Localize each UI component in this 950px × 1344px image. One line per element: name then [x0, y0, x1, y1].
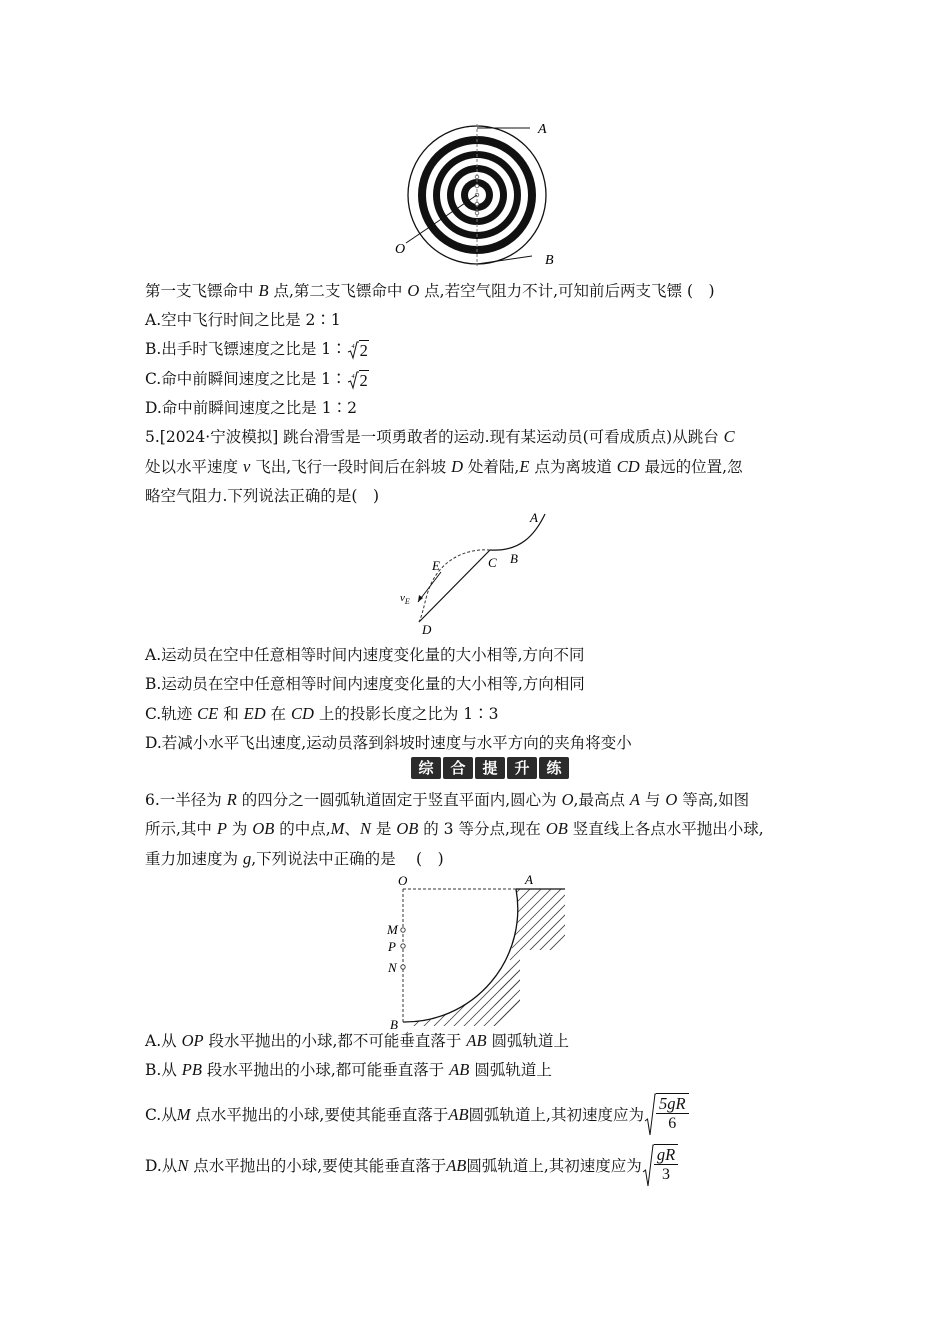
label-e: E [432, 558, 440, 573]
q6-stem-line1: 6.一半径为 R 的四分之一圆弧轨道固定于竖直平面内,圆心为 O,最高点 A 与 O 等高,如图 [145, 790, 750, 809]
q5-stem-line2: 处以水平速度 v 飞出,飞行一段时间后在斜坡 D 处着陆,E 点为离坡道 CD 最远的位置,忽 [145, 457, 743, 476]
banner-char: 综 [411, 757, 441, 779]
q5-stem-line1: 5.[2024·宁波模拟] 跳台滑雪是一项勇敢者的运动.现有某运动员(可看成质点)从跳台 C [145, 427, 735, 446]
label-p: P [388, 939, 396, 954]
svg-text:4: 4 [351, 343, 355, 350]
dartboard-figure [395, 118, 565, 270]
label-a: A [525, 872, 533, 887]
q5-stem-line3: 略空气阻力.下列说法正确的是( ) [145, 487, 380, 505]
banner-char: 提 [475, 757, 505, 779]
label-b: B [510, 551, 518, 566]
q6-option-d[interactable]: D.从 N 点水平抛出的小球,要使其能垂直落于 AB 圆弧轨道上,其初速度应为 $\frac{gR}{3}$ [145, 1143, 678, 1189]
label-m: M [387, 922, 398, 937]
root-sign: 4 2 [347, 340, 369, 361]
quarter-arc-figure [383, 870, 568, 1035]
q6-stem-line2: 所示,其中 P 为 OB 的中点,M、N 是 OB 的 3 等分点,现在 OB 竖直线上各点水平抛出小球, [145, 819, 764, 838]
q6-option-b[interactable]: B.从 PB 段水平抛出的小球,都可能垂直落于 AB 圆弧轨道上 [145, 1060, 552, 1079]
q5-option-b[interactable]: B.运动员在空中任意相等时间内速度变化量的大小相等,方向相同 [145, 675, 585, 693]
banner-char: 升 [507, 757, 537, 779]
q4-option-b[interactable]: B.出手时飞镖速度之比是 1∶ 4 2 [145, 340, 368, 360]
fraction: $\frac{5gR}{6}$ [656, 1093, 689, 1137]
label-b: B [545, 253, 554, 268]
svg-text:4: 4 [351, 373, 355, 380]
sqrt-sign [642, 1144, 678, 1188]
banner-char: 合 [443, 757, 473, 779]
q5-option-c[interactable]: C.轨迹 CE 和 ED 在 CD 上的投影长度之比为 1∶3 [145, 704, 499, 723]
q4-stem: 第一支飞镖命中 B 点,第二支飞镖命中 O 点,若空气阻力不计,可知前后两支飞镖 ( ) [145, 281, 715, 300]
root-sign: 4 2 [347, 370, 369, 391]
label-n: N [388, 960, 397, 975]
label-o: O [395, 242, 406, 257]
q5-option-d[interactable]: D.若减小水平飞出速度,运动员落到斜坡时速度与水平方向的夹角将变小 [145, 734, 632, 752]
label-a: A [538, 122, 547, 137]
q6-option-c[interactable]: C.从 M 点水平抛出的小球,要使其能垂直落于 AB 圆弧轨道上,其初速度应为 $\frac{5gR}{6}$ [145, 1092, 689, 1138]
q4-option-a[interactable]: A.空中飞行时间之比是 2∶1 [145, 311, 341, 329]
section-banner [411, 757, 569, 779]
label-d: D [422, 622, 432, 637]
label-ve: $v_E$ [400, 592, 410, 606]
label-b: B [390, 1017, 398, 1032]
label-o: O [398, 873, 408, 888]
q4-option-c[interactable]: C.命中前瞬间速度之比是 1∶ 4 2 [145, 370, 368, 390]
q6-option-a[interactable]: A.从 OP 段水平抛出的小球,都不可能垂直落于 AB 圆弧轨道上 [145, 1031, 569, 1050]
label-c: C [488, 555, 497, 570]
ski-jump-figure [395, 506, 555, 638]
fraction: $\frac{gR}{3}$ [654, 1144, 678, 1188]
q6-stem-line3: 重力加速度为 g,下列说法中正确的是 ( ) [145, 849, 444, 868]
banner-char: 练 [539, 757, 569, 779]
q4-option-d[interactable]: D.命中前瞬间速度之比是 1∶2 [145, 399, 357, 417]
q5-option-a[interactable]: A.运动员在空中任意相等时间内速度变化量的大小相等,方向不同 [145, 646, 585, 664]
label-a: A [530, 510, 538, 525]
sqrt-sign [644, 1093, 689, 1137]
